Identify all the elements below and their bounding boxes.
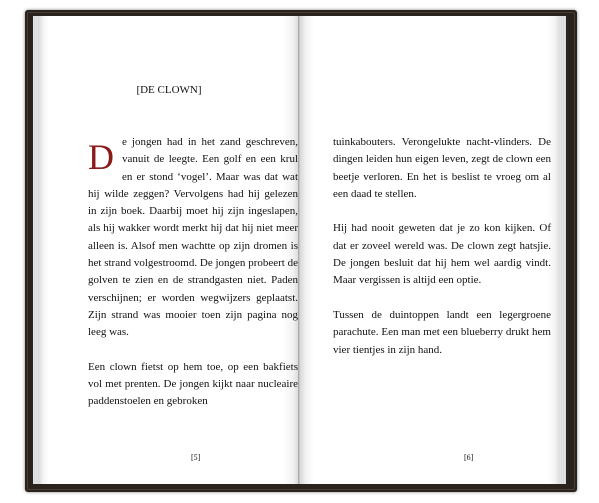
paragraph [88, 134, 298, 342]
book-viewer [25, 10, 577, 492]
paragraph: tuinkabouters. Verongelukte nacht-vlinders. De dingen leiden hun eigen leven, zegt de clown een beetje verloren. En het is beslist te vroeg om al een daad te stellen. [333, 136, 551, 200]
left-page[interactable] [39, 16, 299, 484]
page-number-right: [6] [464, 453, 474, 462]
paragraph: Tussen de duintoppen landt een legergroene parachute. Een man met een blueberry drukt hem vier tientjes in zijn hand. [333, 308, 551, 356]
paragraph-text: e jongen had in het zand geschreven, vanuit de leegte. Een golf en een krul en er stond ‘vogel’. Maar was dat wat hij wilde zeggen? Vervolgens had hij gelezen in zijn boek. Daarbij moet hij zijn ingeslapen, als hij wakker wordt merkt hij dat hij niet meer alleen is. Alsof men wachtte op zijn dromen is het strand volgestroomd. De jongen probeert de golven te zien en de strandgasten niet. Paden verschijnen; er worden wegwijzers geplaatst. Zijn strand was mooier toen zijn pagina nog leeg was. [88, 136, 298, 339]
drop-cap: D [88, 137, 114, 177]
page-number-left: [5] [191, 453, 201, 462]
paragraph: Hij had nooit geweten dat je zo kon kijken. Of dat er zoveel wereld was. De clown zegt hatsjie. De jongen besluit dat hij hem wel aardig vindt. Maar vergissen is altijd een optie. [333, 222, 551, 287]
paragraph: Een clown fietst op hem toe, op een bakfiets vol met prenten. De jongen kijkt naar nucleaire paddenstoelen en gebroken [88, 360, 298, 408]
chapter-title: [DE CLOWN] [136, 84, 202, 96]
right-page-edges [560, 16, 566, 484]
right-page-text [333, 134, 551, 376]
right-page[interactable] [300, 16, 560, 484]
left-page-text [88, 134, 298, 428]
